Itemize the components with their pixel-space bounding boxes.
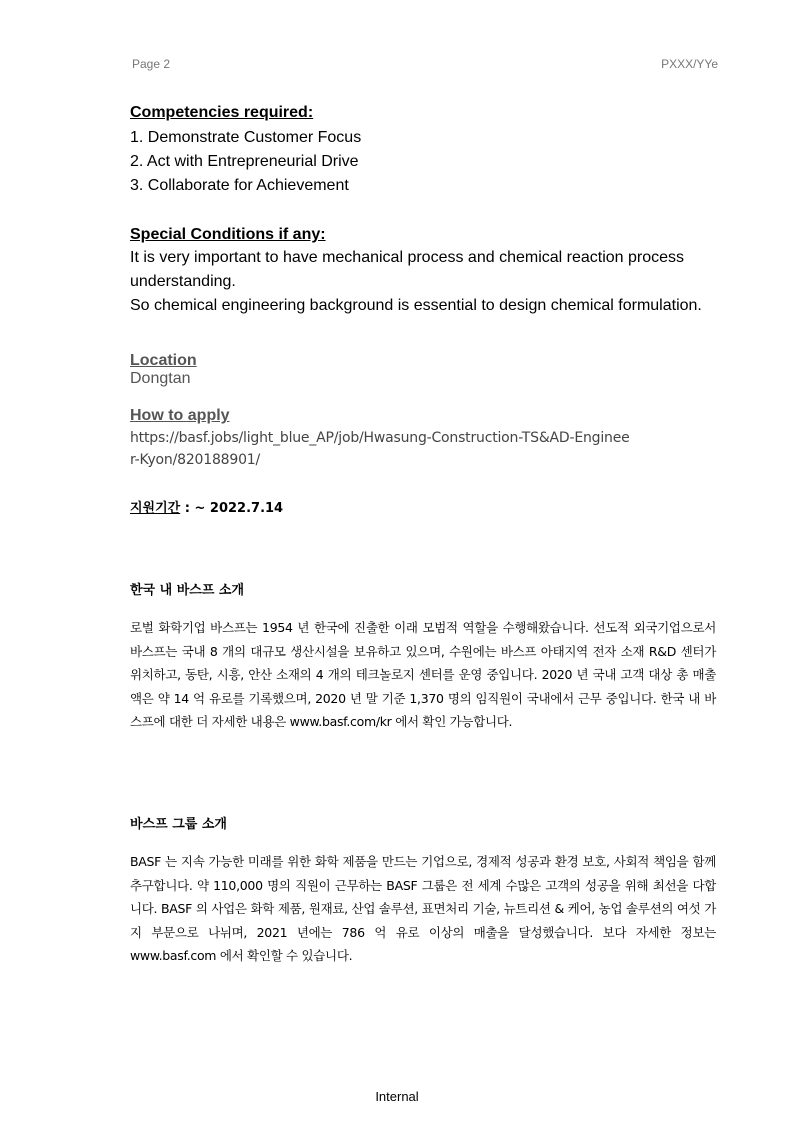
list-item: 2. Act with Entrepreneurial Drive (130, 153, 359, 170)
special-line-1: It is very important to have mechanical process and chemical reaction process (130, 249, 685, 266)
special-conditions-text (130, 246, 702, 318)
list-item: 3. Collaborate for Achievement (130, 177, 349, 194)
special-line-3: So chemical engineering background is essential to design chemical formulation. (130, 297, 702, 314)
group-intro-title: 바스프 그룹 소개 (130, 817, 227, 832)
location-title: Location (130, 352, 197, 369)
page-number: Page 2 (132, 57, 171, 71)
apply-link[interactable]: https://basf.jobs/light_blue_AP/job/Hwasung-Construction-TS&AD-Engineer-Kyon/820188901/ (130, 430, 630, 468)
period-separator: : ~ (180, 501, 210, 516)
period-label: 지원기간 (130, 501, 181, 516)
competencies-list (130, 126, 361, 198)
special-conditions-title: Special Conditions if any: (130, 226, 326, 243)
list-item: 1. Demonstrate Customer Focus (130, 129, 362, 146)
competencies-title: Competencies required: (130, 104, 314, 121)
korea-intro-body: 로벌 화학기업 바스프는 1954 년 한국에 진출한 이래 모범적 역할을 수행해왔습니다. 선도적 외국기업으로서 바스프는 국내 8 개의 대규모 생산시설을 보유하고 있으며, 수원에는 바스프 아태지역 전자 소재 R&D 센터가 위치하고, 동탄, 시흥, 안산 소재의 4 개의 테크놀로지 센터를 운영 중입니다. 2020 년 국내 고객 대상 총 매출액은 약 14 억 유로를 기록했으며, 2020 년 말 기준 1,370 명의 임직원이 국내에서 근무 중입니다. 한국 내 바스프에 대한 더 자세한 내용은 www.basf.com/kr 에서 확인 가능합니다. (130, 620, 716, 729)
footer-classification: Internal (375, 1089, 419, 1104)
special-line-2: understanding. (130, 273, 236, 290)
korea-intro-title: 한국 내 바스프 소개 (130, 583, 245, 598)
document-code: PXXX/YYe (661, 57, 718, 71)
group-intro-body: BASF 는 지속 가능한 미래를 위한 화학 제품을 만드는 기업으로, 경제적 성공과 환경 보호, 사회적 책임을 함께 추구합니다. 약 110,000 명의 직원이 근무하는 BASF 그룹은 전 세계 수많은 고객의 성공을 위해 최선을 다합니다. BASF 의 사업은 화학 제품, 원재료, 산업 솔루션, 표면처리 기술, 뉴트리션 & 케어, 농업 솔루션의 여섯 가지 부문으로 나뉘며, 2021 년에는 786 억 유로 이상의 매출을 달성했습니다. 보다 자세한 정보는 www.basf.com 에서 확인할 수 있습니다. (130, 854, 716, 963)
period-value: 2022.7.14 (209, 501, 284, 516)
how-to-apply-title: How to apply (130, 407, 230, 424)
location-value: Dongtan (130, 370, 191, 387)
application-period (130, 497, 283, 516)
